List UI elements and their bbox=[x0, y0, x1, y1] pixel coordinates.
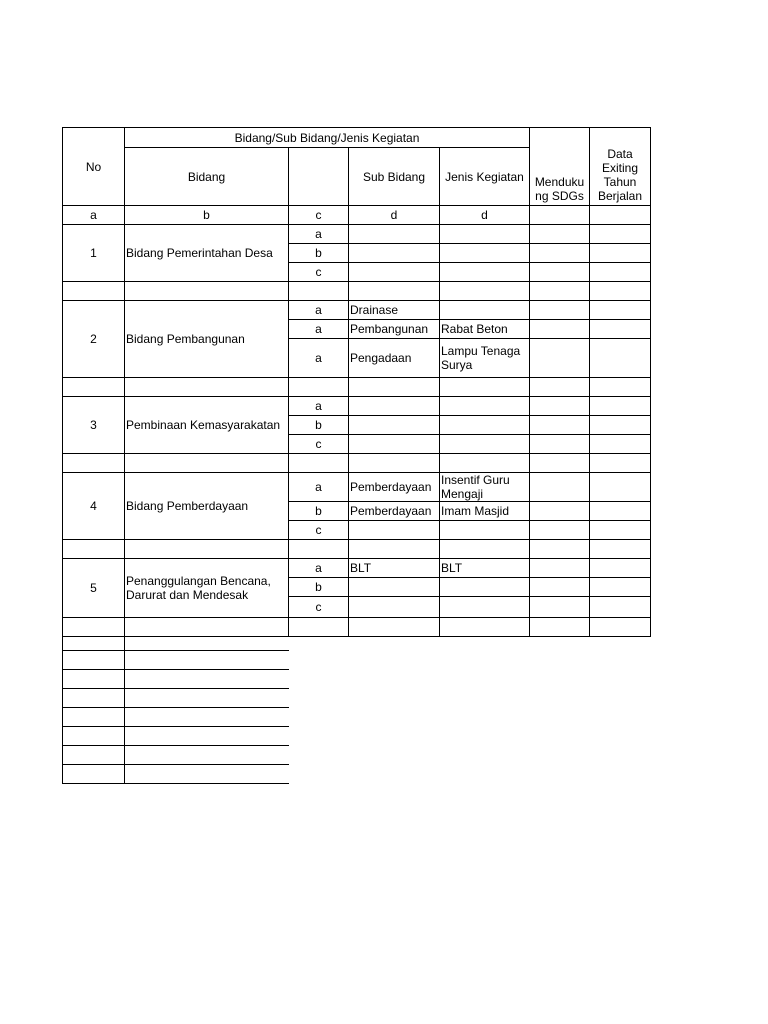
spacer-cell bbox=[125, 540, 289, 559]
header-mendukung: Menduku ng SDGs bbox=[530, 128, 590, 206]
row-data bbox=[590, 397, 651, 416]
row-sub-bidang: Drainase bbox=[349, 301, 440, 320]
row-sub-bidang bbox=[349, 435, 440, 454]
row-data bbox=[590, 301, 651, 320]
row-sub-bidang bbox=[349, 416, 440, 435]
section-no: 1 bbox=[63, 225, 125, 282]
extra-row bbox=[63, 689, 289, 708]
row-jenis-kegiatan bbox=[440, 416, 530, 435]
extra-row bbox=[63, 651, 289, 670]
spacer-row bbox=[63, 378, 651, 397]
extra-rows bbox=[62, 632, 289, 784]
row-mendukung bbox=[530, 521, 590, 540]
extra-cell bbox=[125, 746, 289, 765]
row-code: a bbox=[289, 397, 349, 416]
row-code: a bbox=[289, 473, 349, 502]
row-code: a bbox=[289, 320, 349, 339]
extra-cell bbox=[125, 708, 289, 727]
table-row bbox=[63, 397, 651, 416]
row-code: b bbox=[289, 502, 349, 521]
spacer-cell bbox=[590, 282, 651, 301]
extra-cell bbox=[63, 651, 125, 670]
spacer-cell bbox=[440, 378, 530, 397]
row-jenis-kegiatan bbox=[440, 244, 530, 263]
section-no: 5 bbox=[63, 559, 125, 618]
row-data bbox=[590, 339, 651, 378]
table-row bbox=[63, 473, 651, 502]
row-jenis-kegiatan: Insentif Guru Mengaji bbox=[440, 473, 530, 502]
row-sub-bidang bbox=[349, 263, 440, 282]
section-bidang: Pembinaan Kemasyarakatan bbox=[125, 397, 289, 454]
spacer-cell bbox=[125, 378, 289, 397]
header-data: Data Exiting Tahun Berjalan bbox=[590, 128, 651, 206]
spacer-cell bbox=[349, 282, 440, 301]
spacer-cell bbox=[289, 540, 349, 559]
letter-cell: c bbox=[289, 206, 349, 225]
letter-cell: d bbox=[440, 206, 530, 225]
extra-row bbox=[63, 727, 289, 746]
spacer-cell bbox=[63, 282, 125, 301]
row-sub-bidang: Pembangunan bbox=[349, 320, 440, 339]
row-jenis-kegiatan bbox=[440, 397, 530, 416]
row-jenis-kegiatan bbox=[440, 597, 530, 618]
spacer-cell bbox=[440, 540, 530, 559]
row-mendukung bbox=[530, 502, 590, 521]
spacer-cell bbox=[289, 282, 349, 301]
row-jenis-kegiatan: BLT bbox=[440, 559, 530, 578]
spacer-cell bbox=[530, 618, 590, 637]
row-code: c bbox=[289, 435, 349, 454]
row-jenis-kegiatan bbox=[440, 578, 530, 597]
table-row bbox=[63, 225, 651, 244]
extra-cell bbox=[63, 727, 125, 746]
section-bidang: Bidang Pemerintahan Desa bbox=[125, 225, 289, 282]
row-data bbox=[590, 320, 651, 339]
extra-cell bbox=[63, 708, 125, 727]
spacer-cell bbox=[349, 618, 440, 637]
row-mendukung bbox=[530, 263, 590, 282]
row-sub-bidang bbox=[349, 578, 440, 597]
spacer-cell bbox=[63, 378, 125, 397]
row-code: c bbox=[289, 597, 349, 618]
spacer-cell bbox=[530, 282, 590, 301]
row-sub-bidang bbox=[349, 397, 440, 416]
row-mendukung bbox=[530, 397, 590, 416]
extra-cell bbox=[125, 727, 289, 746]
spacer-row bbox=[63, 540, 651, 559]
section-bidang: Bidang Pemberdayaan bbox=[125, 473, 289, 540]
row-sub-bidang: Pemberdayaan bbox=[349, 473, 440, 502]
row-data bbox=[590, 559, 651, 578]
extra-row bbox=[63, 765, 289, 784]
row-code: b bbox=[289, 578, 349, 597]
row-sub-bidang bbox=[349, 521, 440, 540]
spacer-cell bbox=[289, 378, 349, 397]
spacer-cell bbox=[440, 618, 530, 637]
row-mendukung bbox=[530, 435, 590, 454]
section-no: 3 bbox=[63, 397, 125, 454]
extra-row bbox=[63, 708, 289, 727]
extra-row bbox=[63, 746, 289, 765]
row-jenis-kegiatan bbox=[440, 301, 530, 320]
row-data bbox=[590, 435, 651, 454]
extra-cell bbox=[63, 746, 125, 765]
activity-table bbox=[62, 127, 651, 637]
row-sub-bidang bbox=[349, 244, 440, 263]
row-code: c bbox=[289, 521, 349, 540]
spacer-cell bbox=[530, 378, 590, 397]
row-jenis-kegiatan: Rabat Beton bbox=[440, 320, 530, 339]
row-jenis-kegiatan bbox=[440, 263, 530, 282]
row-mendukung bbox=[530, 301, 590, 320]
extra-row bbox=[63, 670, 289, 689]
spacer-row bbox=[63, 282, 651, 301]
letter-cell bbox=[530, 206, 590, 225]
extra-cell bbox=[125, 765, 289, 784]
row-sub-bidang: BLT bbox=[349, 559, 440, 578]
spacer-cell bbox=[289, 454, 349, 473]
letter-cell: d bbox=[349, 206, 440, 225]
table-body bbox=[63, 128, 651, 637]
row-jenis-kegiatan bbox=[440, 225, 530, 244]
row-data bbox=[590, 263, 651, 282]
letter-cell: a bbox=[63, 206, 125, 225]
spacer-cell bbox=[590, 454, 651, 473]
row-sub-bidang: Pemberdayaan bbox=[349, 502, 440, 521]
row-data bbox=[590, 473, 651, 502]
spacer-cell bbox=[530, 454, 590, 473]
spacer-cell bbox=[349, 540, 440, 559]
row-mendukung bbox=[530, 244, 590, 263]
row-mendukung bbox=[530, 473, 590, 502]
spacer-cell bbox=[590, 378, 651, 397]
spacer-cell bbox=[440, 454, 530, 473]
extra-cell bbox=[125, 651, 289, 670]
letters-row bbox=[63, 206, 651, 225]
row-jenis-kegiatan: Lampu Tenaga Surya bbox=[440, 339, 530, 378]
row-data bbox=[590, 225, 651, 244]
extra-cell bbox=[63, 632, 125, 651]
spacer-cell bbox=[590, 540, 651, 559]
spacer-cell bbox=[530, 540, 590, 559]
row-mendukung bbox=[530, 225, 590, 244]
row-code: a bbox=[289, 225, 349, 244]
spacer-cell bbox=[289, 618, 349, 637]
table-row bbox=[63, 559, 651, 578]
row-mendukung bbox=[530, 559, 590, 578]
row-code: a bbox=[289, 301, 349, 320]
spacer-cell bbox=[125, 282, 289, 301]
spacer-cell bbox=[63, 540, 125, 559]
extra-cell bbox=[63, 670, 125, 689]
spacer-cell bbox=[590, 618, 651, 637]
row-jenis-kegiatan bbox=[440, 521, 530, 540]
section-bidang: Penanggulangan Bencana, Darurat dan Mendesak bbox=[125, 559, 289, 618]
spacer-cell bbox=[349, 454, 440, 473]
extra-cell bbox=[125, 689, 289, 708]
section-bidang: Bidang Pembangunan bbox=[125, 301, 289, 378]
row-mendukung bbox=[530, 339, 590, 378]
spacer-cell bbox=[440, 282, 530, 301]
spacer-cell bbox=[349, 378, 440, 397]
row-code: c bbox=[289, 263, 349, 282]
row-sub-bidang bbox=[349, 225, 440, 244]
row-mendukung bbox=[530, 320, 590, 339]
row-code: a bbox=[289, 339, 349, 378]
extra-cell bbox=[125, 632, 289, 651]
row-jenis-kegiatan: Imam Masjid bbox=[440, 502, 530, 521]
section-no: 4 bbox=[63, 473, 125, 540]
header-bidang: Bidang bbox=[125, 148, 289, 206]
row-sub-bidang bbox=[349, 597, 440, 618]
row-data bbox=[590, 578, 651, 597]
row-code: b bbox=[289, 244, 349, 263]
row-jenis-kegiatan bbox=[440, 435, 530, 454]
extra-cell bbox=[63, 689, 125, 708]
row-code: a bbox=[289, 559, 349, 578]
letter-cell bbox=[590, 206, 651, 225]
spacer-row bbox=[63, 454, 651, 473]
extra-cell bbox=[125, 670, 289, 689]
row-data bbox=[590, 597, 651, 618]
row-data bbox=[590, 502, 651, 521]
header-code bbox=[289, 148, 349, 206]
extra-cell bbox=[63, 765, 125, 784]
spacer-cell bbox=[63, 454, 125, 473]
row-sub-bidang: Pengadaan bbox=[349, 339, 440, 378]
row-data bbox=[590, 416, 651, 435]
header-group: Bidang/Sub Bidang/Jenis Kegiatan bbox=[125, 128, 530, 148]
row-data bbox=[590, 521, 651, 540]
row-mendukung bbox=[530, 597, 590, 618]
header-sub-bidang: Sub Bidang bbox=[349, 148, 440, 206]
spacer-cell bbox=[125, 454, 289, 473]
extra-row bbox=[63, 632, 289, 651]
header-jenis: Jenis Kegiatan bbox=[440, 148, 530, 206]
table-row bbox=[63, 301, 651, 320]
header-no: No bbox=[63, 128, 125, 206]
letter-cell: b bbox=[125, 206, 289, 225]
row-mendukung bbox=[530, 416, 590, 435]
row-data bbox=[590, 244, 651, 263]
section-no: 2 bbox=[63, 301, 125, 378]
row-mendukung bbox=[530, 578, 590, 597]
row-code: b bbox=[289, 416, 349, 435]
